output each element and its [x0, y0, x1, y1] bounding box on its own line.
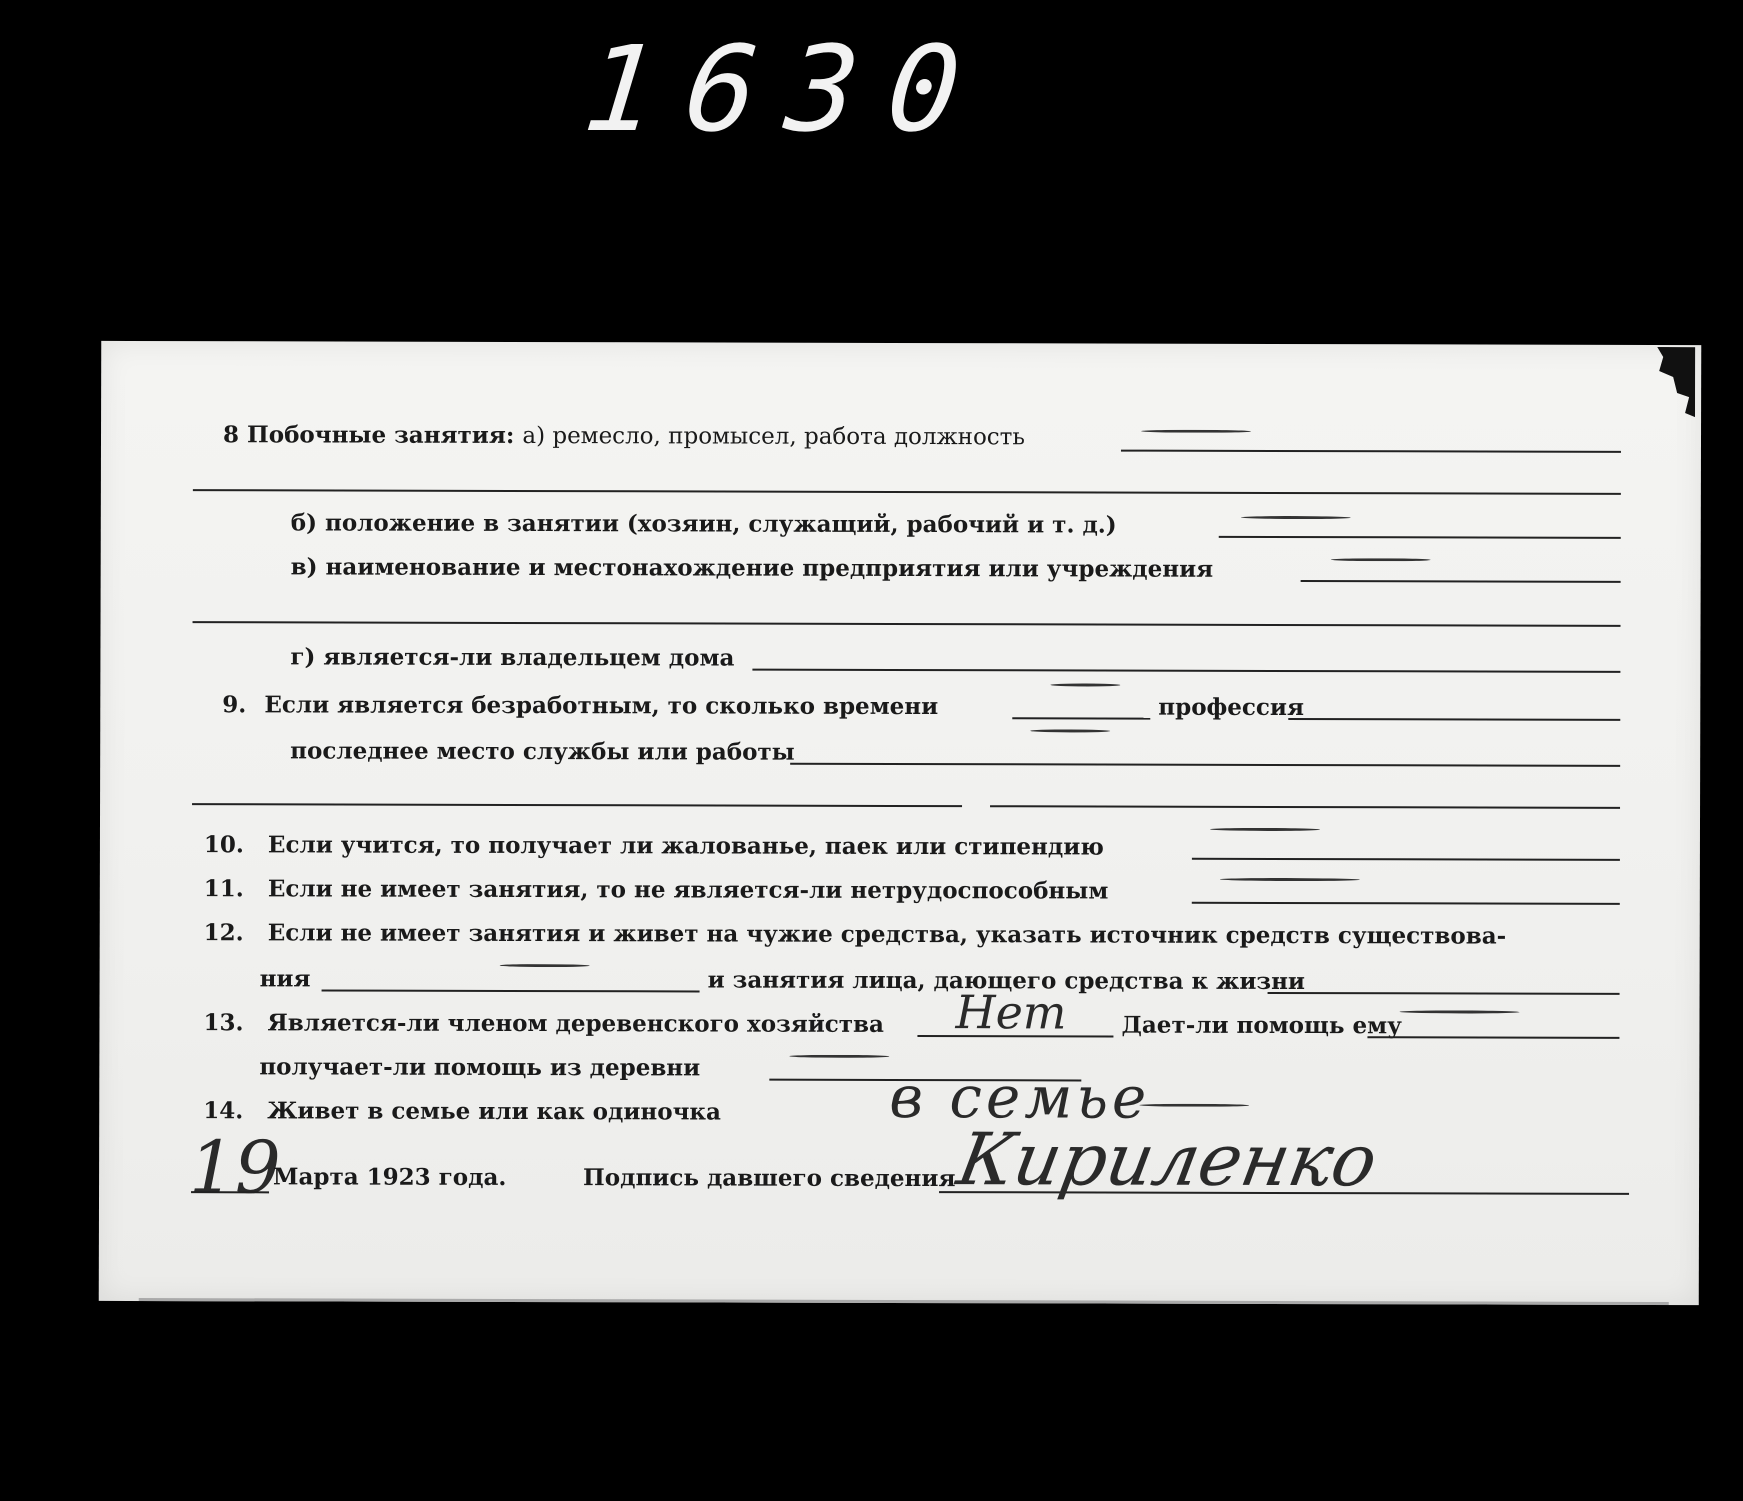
q13-help-give-label: Дает-ли помощь ему [1121, 1011, 1402, 1040]
q12-source-line [322, 989, 700, 992]
q11-line [200, 875, 1109, 905]
q8-g-answer-line [752, 669, 1620, 673]
q8-number: 8 [222, 421, 240, 449]
date-day-line [191, 1191, 269, 1193]
dash-stroke [1400, 1010, 1520, 1013]
q13-help-receive-label: получает-ли помощь из деревни [259, 1053, 701, 1082]
dash-stroke [1241, 516, 1351, 519]
q11-number: 11. [203, 875, 244, 903]
q8-a-label: а) ремесло, промысел, работа должность [522, 423, 1025, 451]
dash-stroke [1030, 729, 1110, 732]
q8-v-continuation-line [193, 621, 1621, 627]
q9-continuation-line-right [990, 805, 1620, 809]
q12-cont: ния [259, 965, 311, 993]
q10-answer-line [1192, 858, 1620, 861]
card-bottom-edge [139, 1298, 1669, 1305]
q10-text: Если учится, то получает ли жалованье, паек или стипендию [267, 831, 1104, 861]
q13-line [199, 1009, 884, 1039]
q8-line-a [223, 421, 1025, 451]
q13-help-give-line [1367, 1036, 1619, 1039]
q8-v-answer-line [1301, 580, 1621, 583]
q8-line-b: б) положение в занятии (хозяин, служащий, рабочий и т. д.) [290, 509, 1117, 539]
q9-text: Если является безработным, то сколько времени [264, 691, 939, 721]
dash-stroke [789, 1055, 889, 1058]
q12-number: 12. [203, 919, 244, 947]
q12-cont2-line [1268, 992, 1620, 995]
q12-line [200, 919, 1507, 950]
dash-stroke [1210, 828, 1320, 831]
q9-last-place-line [790, 763, 1620, 767]
dash-stroke [1331, 558, 1431, 561]
q9-number: 9. [222, 691, 247, 719]
frame-number: 1630 [577, 20, 997, 158]
dash-stroke [1141, 430, 1251, 433]
q12-text: Если не имеет занятия и живет на чужие средства, указать источник средств существова- [267, 919, 1507, 950]
dash-stroke [1050, 683, 1120, 686]
q9-profession-line [1288, 718, 1620, 721]
q14-text: Живет в семье или как одиночка [267, 1097, 721, 1126]
q13-number: 13. [203, 1009, 244, 1037]
q9-last-place-label: последнее место службы или работы [290, 737, 795, 766]
dash-stroke [500, 964, 590, 967]
q10-line [200, 831, 1104, 861]
q9-continuation-line-left [192, 803, 962, 807]
q12-cont2: и занятия лица, дающего средства к жизни [707, 966, 1306, 996]
dash-stroke [1220, 878, 1360, 881]
q9-duration-line [1012, 717, 1150, 719]
date-day-handwritten: 19 [188, 1125, 281, 1210]
q8-b-answer-line [1219, 536, 1621, 539]
signature-handwritten: Кириленко [951, 1117, 1384, 1203]
q8-a-answer-line [1121, 450, 1621, 453]
date-label: Марта 1923 года. [273, 1163, 507, 1191]
q8-a-continuation-line [193, 489, 1621, 495]
q9-line [222, 691, 938, 721]
q14-handwritten-answer: в семье [889, 1062, 1151, 1132]
q11-text: Если не имеет занятия, то не является-ли нетрудоспособным [267, 875, 1109, 905]
q10-number: 10. [203, 831, 244, 859]
q8-line-g: г) является-ли владельцем дома [290, 643, 735, 672]
q14-number: 14. [203, 1097, 244, 1125]
q8-line-v: в) наименование и местонахождение предприятия или учреждения [290, 553, 1214, 583]
q14-line [199, 1097, 721, 1126]
q9-profession-label: профессия [1158, 693, 1305, 722]
signature-label: Подпись давшего сведения [583, 1164, 956, 1193]
q11-answer-line [1192, 902, 1620, 905]
dash-stroke [1139, 1104, 1249, 1107]
torn-corner [1647, 347, 1695, 417]
q13-handwritten-answer: Нет [955, 985, 1067, 1040]
q8-title: Побочные занятия: [247, 421, 515, 449]
q13-text: Является-ли членом деревенского хозяйства [267, 1009, 885, 1038]
questionnaire-card [99, 341, 1702, 1305]
